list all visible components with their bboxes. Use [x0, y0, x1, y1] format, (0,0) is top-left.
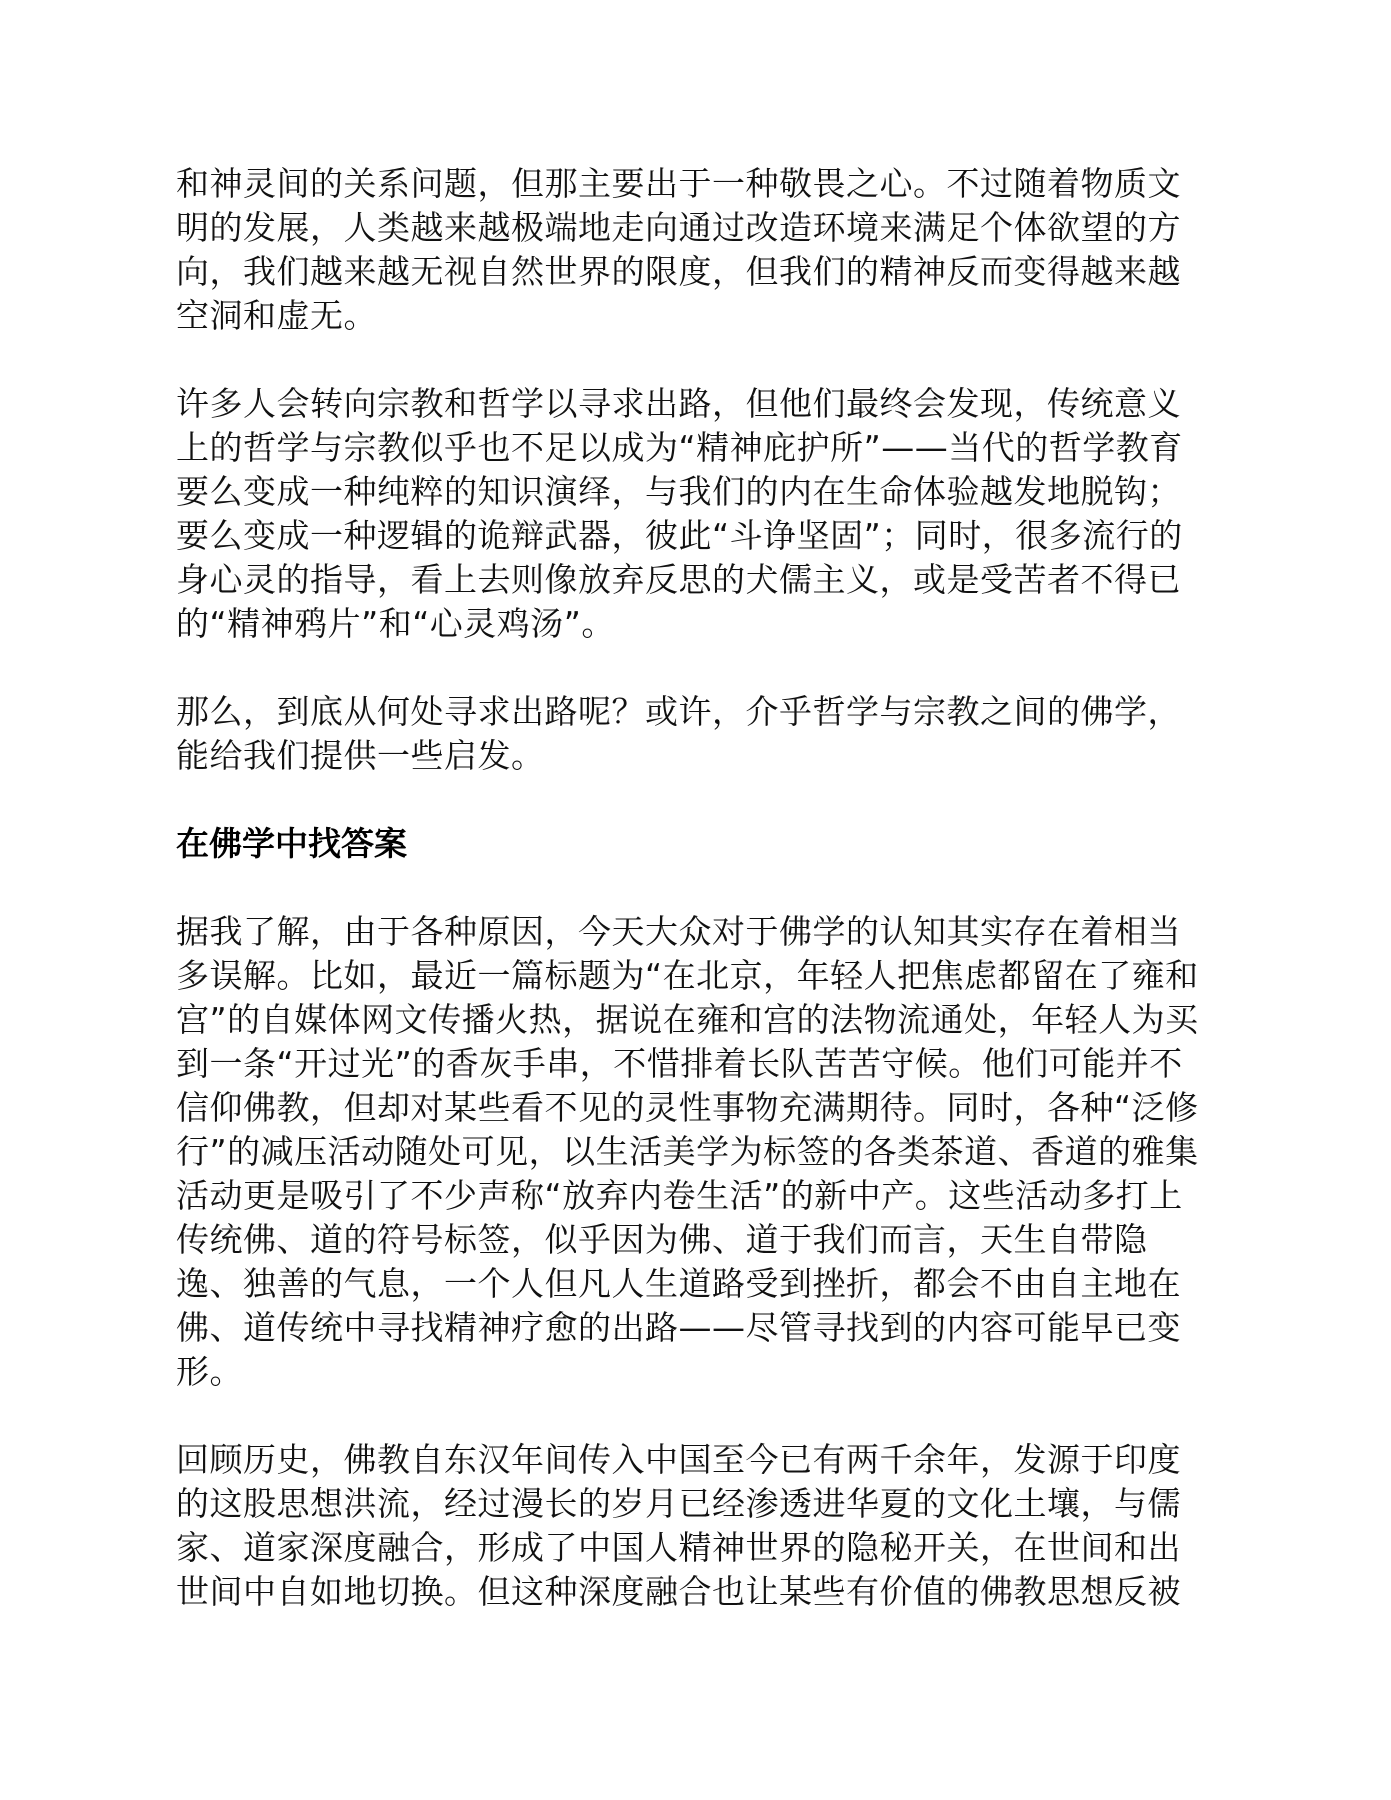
text-line: 的这股思想洪流，经过漫长的岁月已经渗透进华夏的文化土壤，与儒	[176, 1484, 1181, 1523]
text-line: 多误解。比如，最近一篇标题为“在北京，年轻人把焦虑都留在了雍和	[176, 956, 1199, 995]
text-line: 和神灵间的关系问题，但那主要出于一种敬畏之心。不过随着物质文	[176, 164, 1181, 203]
text-line: 能给我们提供一些启发。	[176, 736, 545, 775]
text-line: 空洞和虚无。	[176, 296, 377, 335]
text-line: 上的哲学与宗教似乎也不足以成为“精神庇护所”——当代的哲学教育	[176, 428, 1183, 467]
text-line: 回顾历史，佛教自东汉年间传入中国至今已有两千余年，发源于印度	[176, 1440, 1181, 1479]
text-line: 许多人会转向宗教和哲学以寻求出路，但他们最终会发现，传统意义	[176, 384, 1181, 423]
text-line: 那么，到底从何处寻求出路呢？或许，介乎哲学与宗教之间的佛学，	[176, 692, 1181, 731]
text-line: 信仰佛教，但却对某些看不见的灵性事物充满期待。同时，各种“泛修	[176, 1088, 1199, 1127]
text-line: 活动更是吸引了不少声称“放弃内卷生活”的新中产。这些活动多打上	[176, 1176, 1183, 1215]
text-line: 要么变成一种纯粹的知识演绎，与我们的内在生命体验越发地脱钩；	[176, 472, 1181, 511]
text-line: 到一条“开过光”的香灰手串，不惜排着长队苦苦守候。他们可能并不	[176, 1044, 1183, 1083]
text-line: 逸、独善的气息，一个人但凡人生道路受到挫折，都会不由自主地在	[176, 1264, 1181, 1303]
text-line: 的“精神鸦片”和“心灵鸡汤”。	[176, 604, 615, 643]
paragraph-2	[176, 382, 1236, 646]
text-line: 明的发展，人类越来越极端地走向通过改造环境来满足个体欲望的方	[176, 208, 1181, 247]
text-line: 佛、道传统中寻找精神疗愈的出路——尽管寻找到的内容可能早已变	[176, 1308, 1181, 1347]
text-line: 身心灵的指导，看上去则像放弃反思的犬儒主义，或是受苦者不得已	[176, 560, 1181, 599]
text-line: 向，我们越来越无视自然世界的限度，但我们的精神反而变得越来越	[176, 252, 1181, 291]
paragraph-4	[176, 910, 1236, 1394]
text-line: 形。	[176, 1352, 243, 1391]
text-line: 传统佛、道的符号标签，似乎因为佛、道于我们而言，天生自带隐	[176, 1220, 1148, 1259]
text-line: 行”的减压活动随处可见，以生活美学为标签的各类茶道、香道的雅集	[176, 1132, 1199, 1171]
document-body	[176, 162, 1236, 1658]
paragraph-1	[176, 162, 1236, 338]
section-heading: 在佛学中找答案	[176, 824, 407, 863]
text-line: 要么变成一种逻辑的诡辩武器，彼此“斗诤坚固”；同时，很多流行的	[176, 516, 1183, 555]
text-line: 家、道家深度融合，形成了中国人精神世界的隐秘开关，在世间和出	[176, 1528, 1181, 1567]
text-line: 宫”的自媒体网文传播火热，据说在雍和宫的法物流通处，年轻人为买	[176, 1000, 1199, 1039]
text-line: 据我了解，由于各种原因，今天大众对于佛学的认知其实存在着相当	[176, 912, 1181, 951]
text-line: 世间中自如地切换。但这种深度融合也让某些有价值的佛教思想反被	[176, 1572, 1181, 1611]
paragraph-5	[176, 1438, 1236, 1614]
paragraph-3	[176, 690, 1236, 778]
